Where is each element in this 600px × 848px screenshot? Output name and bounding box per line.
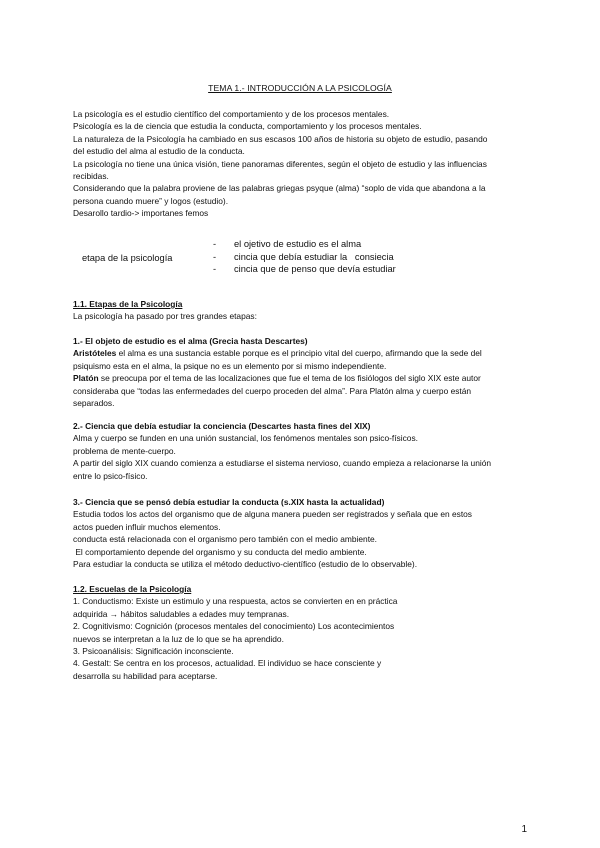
school-line: 1. Conductismo: Existe un estimulo y una respuesta, actos se convierten en en práctica [73,596,398,607]
intro-line: Considerando que la palabra proviene de las palabras griegas psyque (alma) “soplo de vida que abandona a la [73,183,486,194]
stage-2 [73,420,533,482]
intro-line: La psicología no tiene una única visión, tiene panoramas diferentes, según el objeto de estudio y las influencias [73,158,487,169]
etapas-item-text: el ojetivo de estudio es el alma [234,239,362,249]
stage-line: Para estudiar la conducta se utiliza el método deductivo-científico (estudio de lo observable). [73,559,418,570]
intro-line: Desarollo tardio-> importanes femos [73,208,209,219]
intro-line: La naturaleza de la Psicología ha cambiado en sus escasos 100 años de historia su objeto de estudio, pasando [73,133,488,144]
stage-line: entre lo psico-físico. [73,470,148,481]
stage-line: Alma y cuerpo se funden en una unión sustancial, los fenómenos mentales son psico-físicos. [73,433,418,444]
stage-heading: 2.- Ciencia que debía estudiar la conciencia (Descartes hasta fines del XIX) [73,421,371,431]
intro-paragraph [73,108,533,220]
stage-line: El comportamiento depende del organismo y su conducta del medio ambiente. [73,546,367,557]
author-name: Aristóteles [73,348,117,359]
dash: - [213,264,217,275]
etapas-item [213,251,396,264]
section-intro: La psicología ha pasado por tres grandes etapas: [73,311,257,322]
stage-line: A partir del siglo XIX cuando comienza a estudiarse el sistema nervioso, cuando empieza a relacionarse la unión [73,458,492,469]
stage-line: Estudia todos los actos del organismo que de alguna manera pueden ser registrados y señala que en estos [73,509,472,520]
intro-line: persona cuando muere” y logos (estudio). [73,195,229,206]
school-line: 3. Psicoanálisis: Significación inconsciente. [73,646,234,657]
section-escuelas [73,583,533,682]
school-line: adquirida → hábitos saludables a edades muy tempranas. [73,608,290,619]
stage-3 [73,496,533,570]
stage-heading: 1.- El objeto de estudio es el alma (Grecia hasta Descartes) [73,336,308,346]
dash: - [213,239,217,249]
section-heading: 1.1. Etapas de la Psicología [73,299,183,309]
stage-line: consideraba que “todas las enfermedades del cuerpo proceden del alma”. Para Platón alma y cuerpo están [73,385,472,396]
etapas-item-text: cincia que de penso que devía estudiar [234,264,396,275]
school-line: 2. Cognitivismo: Cognición (procesos mentales del conocimiento) Los acontecimientos [73,621,395,632]
intro-line: recibidas. [73,171,109,182]
stage-heading: 3.- Ciencia que se pensó debía estudiar la conducta (s.XIX hasta la actualidad) [73,497,385,507]
author-name: Platón [73,373,99,384]
intro-line: La psicología es el estudio científico del comportamiento y de los procesos mentales. [73,109,390,119]
section-heading: 1.2. Escuelas de la Psicología [73,584,192,594]
dash: - [213,251,217,262]
stage-line [73,372,533,384]
stage-text: el alma es una sustancia estable porque es el principio vital del cuerpo, afirmando que la sede del [116,348,482,359]
stage-line: psiquismo esta en el alma, la psique no es un elemento por si mismo independiente. [73,360,387,371]
page-title: TEMA 1.- INTRODUCCIÓN A LA PSICOLOGÍA [208,83,392,93]
stage-line [73,347,533,359]
page-number: 1 [521,824,527,835]
stage-line: conducta está relacionada con el organismo pero también con el medio ambiente. [73,534,378,545]
school-line: nuevos se interpretan a la luz de lo que se ha aprendido. [73,633,284,644]
stage-text: se preocupa por el tema de las localizaciones que fue el tema de los fisiólogos del siglo XIX este autor [98,373,481,384]
intro-line: Psicología es la de ciencia que estudia la conducta, comportamiento y los procesos mentales. [73,121,422,132]
stage-line: actos pueden influir muchos elementos. [73,521,221,532]
intro-line: del estudio del alma al estudio de la conducta. [73,146,245,157]
stage-1 [73,335,533,409]
stage-line: separados. [73,398,115,409]
etapas-label: etapa de la psicología [82,253,173,263]
section-etapas [73,298,533,323]
etapas-item [213,263,396,276]
etapas-item [213,238,396,251]
etapas-list [213,238,396,276]
school-line: desarrolla su habilidad para aceptarse. [73,670,218,681]
etapas-item-text: cincia que debía estudiar la consiecia [234,251,394,262]
stage-line: problema de mente-cuerpo. [73,445,176,456]
school-line: 4. Gestalt: Se centra en los procesos, actualidad. El individuo se hace consciente y [73,658,382,669]
